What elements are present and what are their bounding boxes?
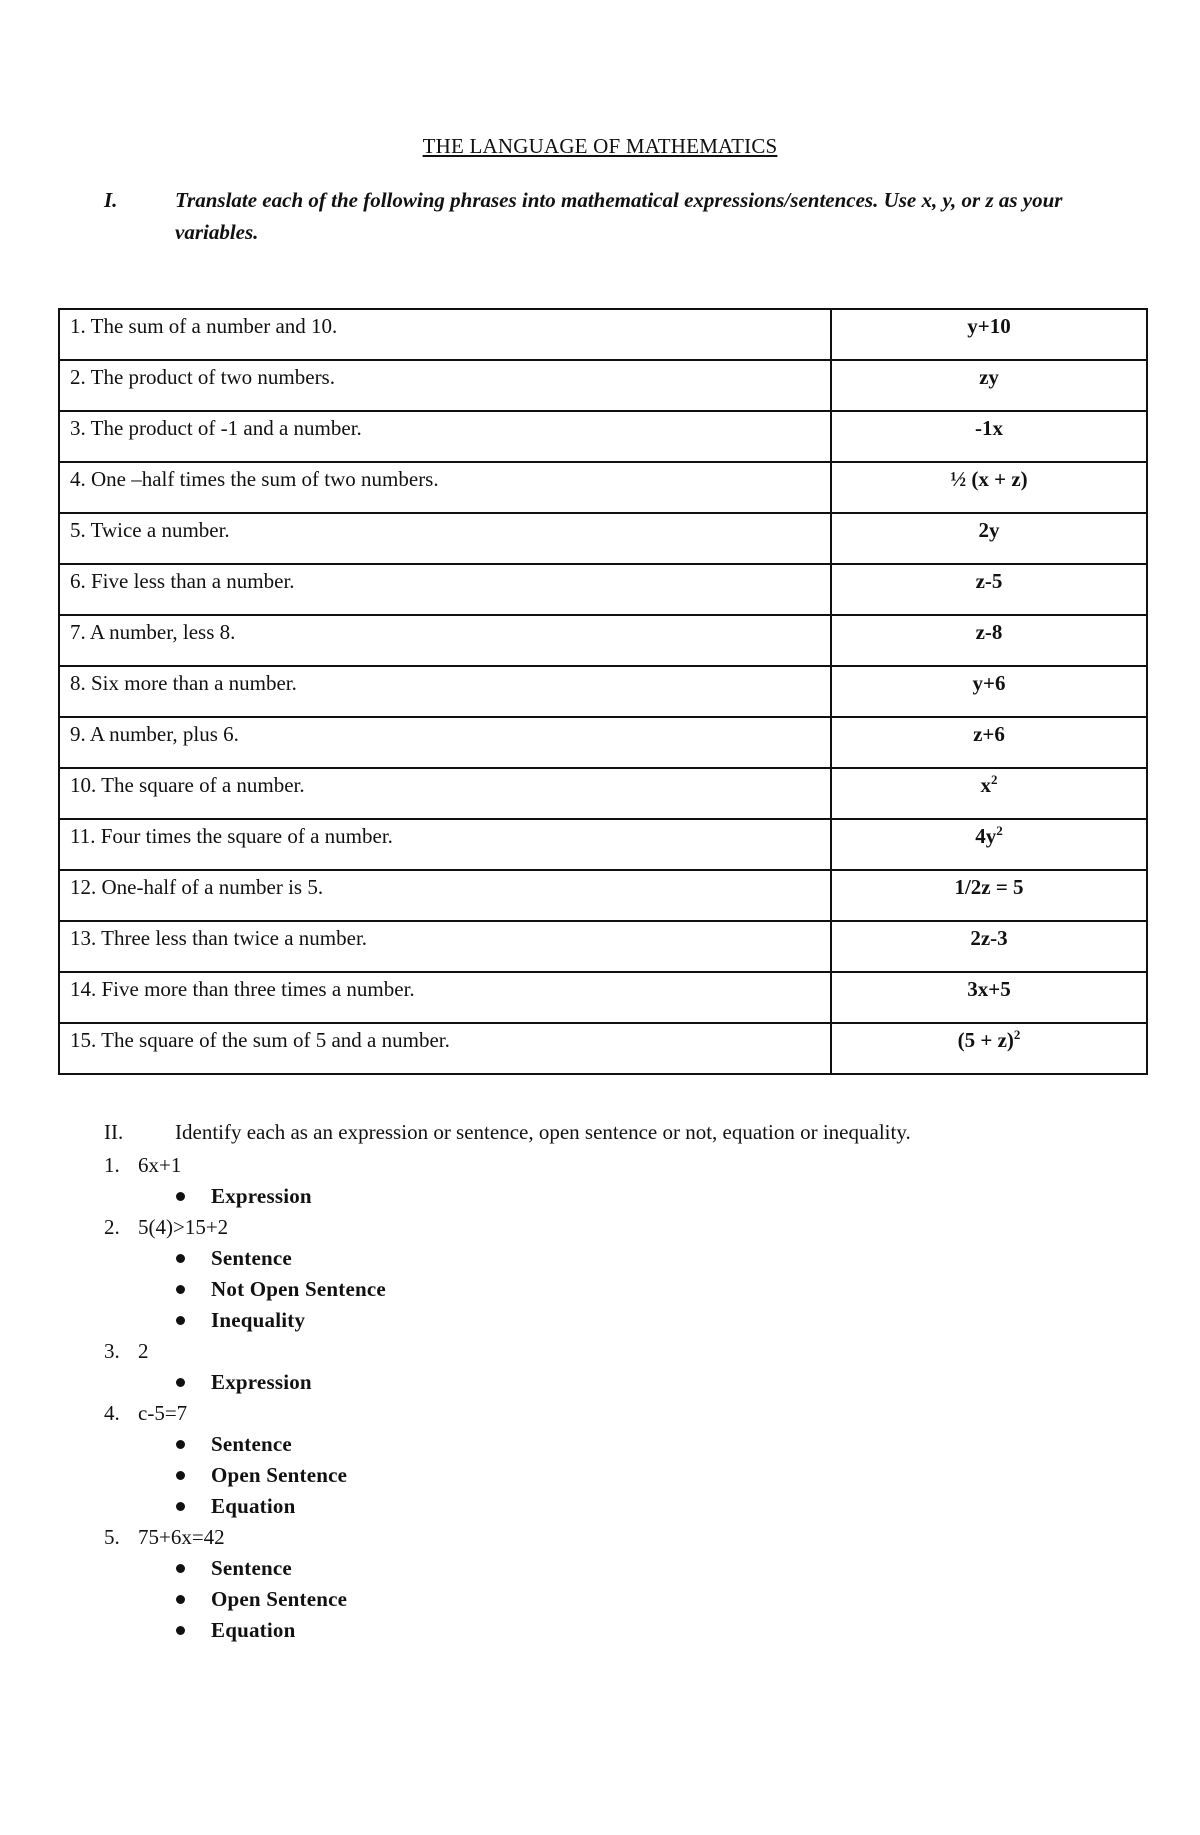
phrase-cell: 3. The product of -1 and a number. <box>59 411 831 462</box>
phrase-cell: 12. One-half of a number is 5. <box>59 870 831 921</box>
bullet-icon <box>176 1285 185 1294</box>
item-number: 5. <box>104 1525 120 1549</box>
phrase-cell: 14. Five more than three times a number. <box>59 972 831 1023</box>
item-expression: 2 <box>138 1339 149 1363</box>
table-row <box>59 462 1147 513</box>
expression-text: y+6 <box>972 671 1006 695</box>
answer-bullet <box>104 1181 1004 1212</box>
expression-text: -1x <box>975 416 1003 440</box>
answer-text: Inequality <box>211 1308 306 1332</box>
table-row <box>59 309 1147 360</box>
translation-table <box>58 308 1148 1075</box>
item-expression: 5(4)>15+2 <box>138 1215 229 1239</box>
expression-text: 2z-3 <box>970 926 1008 950</box>
expression-cell <box>831 921 1147 972</box>
list-item <box>104 1398 1004 1429</box>
section2-instruction <box>104 1120 911 1145</box>
expression-text: z-5 <box>975 569 1003 593</box>
identify-list <box>104 1150 1004 1646</box>
phrase-cell: 9. A number, plus 6. <box>59 717 831 768</box>
expression-cell <box>831 768 1147 819</box>
bullet-icon <box>176 1564 185 1573</box>
exponent: 2 <box>996 823 1003 838</box>
expression-text: ½ (x + z) <box>950 467 1028 491</box>
answer-text: Sentence <box>211 1556 292 1580</box>
table-row <box>59 513 1147 564</box>
expression-cell <box>831 870 1147 921</box>
answer-bullet <box>104 1615 1004 1646</box>
table-row <box>59 564 1147 615</box>
section1-number: I. <box>104 188 118 212</box>
expression-cell <box>831 615 1147 666</box>
answer-bullet <box>104 1553 1004 1584</box>
answer-text: Open Sentence <box>211 1587 348 1611</box>
section2-instruction-text: Identify each as an expression or sentence, open sentence or not, equation or inequality. <box>175 1120 911 1144</box>
item-expression: 6x+1 <box>138 1153 182 1177</box>
bullet-icon <box>176 1595 185 1604</box>
answer-text: Sentence <box>211 1432 292 1456</box>
exponent: 2 <box>1013 1027 1021 1042</box>
expression-text: z-8 <box>975 620 1003 644</box>
expression-cell <box>831 819 1147 870</box>
bullet-icon <box>176 1471 185 1480</box>
item-number: 2. <box>104 1215 120 1239</box>
expression-text: 4y <box>975 824 997 848</box>
answer-text: Not Open Sentence <box>211 1277 386 1301</box>
expression-text: 1/2z = 5 <box>954 875 1024 899</box>
table-row <box>59 819 1147 870</box>
list-item <box>104 1150 1004 1181</box>
bullet-icon <box>176 1254 185 1263</box>
expression-cell <box>831 1023 1147 1074</box>
answer-bullet <box>104 1367 1004 1398</box>
table-row <box>59 1023 1147 1074</box>
answer-text: Equation <box>211 1494 296 1518</box>
answer-bullet <box>104 1243 1004 1274</box>
list-item <box>104 1212 1004 1243</box>
table-row <box>59 768 1147 819</box>
expression-text: (5 + z) <box>957 1028 1014 1052</box>
list-item <box>104 1522 1004 1553</box>
bullet-icon <box>176 1378 185 1387</box>
answer-bullet <box>104 1429 1004 1460</box>
item-expression: c-5=7 <box>138 1401 188 1425</box>
phrase-cell: 4. One –half times the sum of two numbers. <box>59 462 831 513</box>
phrase-cell: 10. The square of a number. <box>59 768 831 819</box>
phrase-cell: 5. Twice a number. <box>59 513 831 564</box>
answer-bullet <box>104 1491 1004 1522</box>
section1-instruction-text: Translate each of the following phrases into mathematical expressions/sentences. Use x, y, or z as your variables. <box>175 188 1063 244</box>
answer-text: Sentence <box>211 1246 292 1270</box>
bullet-icon <box>176 1440 185 1449</box>
table-row <box>59 411 1147 462</box>
item-number: 1. <box>104 1153 120 1177</box>
exponent: 2 <box>991 772 998 787</box>
phrase-cell: 7. A number, less 8. <box>59 615 831 666</box>
phrase-cell: 1. The sum of a number and 10. <box>59 309 831 360</box>
expression-cell <box>831 309 1147 360</box>
answer-bullet <box>104 1460 1004 1491</box>
answer-text: Expression <box>211 1370 312 1394</box>
answer-text: Open Sentence <box>211 1463 348 1487</box>
expression-cell <box>831 513 1147 564</box>
expression-text: zy <box>979 365 999 389</box>
bullet-icon <box>176 1192 185 1201</box>
answer-text: Expression <box>211 1184 312 1208</box>
expression-cell <box>831 972 1147 1023</box>
expression-text: 2y <box>978 518 1000 542</box>
phrase-cell: 8. Six more than a number. <box>59 666 831 717</box>
answer-bullet <box>104 1305 1004 1336</box>
answer-text: Equation <box>211 1618 296 1642</box>
table-row <box>59 666 1147 717</box>
bullet-icon <box>176 1316 185 1325</box>
expression-text: z+6 <box>973 722 1005 746</box>
section1-instruction <box>104 184 1144 248</box>
phrase-cell: 2. The product of two numbers. <box>59 360 831 411</box>
expression-text: x <box>980 773 991 797</box>
phrase-cell: 11. Four times the square of a number. <box>59 819 831 870</box>
expression-cell <box>831 717 1147 768</box>
page-title: THE LANGUAGE OF MATHEMATICS <box>422 134 778 158</box>
table-row <box>59 360 1147 411</box>
list-item <box>104 1336 1004 1367</box>
expression-cell <box>831 411 1147 462</box>
answer-bullet <box>104 1584 1004 1615</box>
phrase-cell: 6. Five less than a number. <box>59 564 831 615</box>
item-number: 4. <box>104 1401 120 1425</box>
expression-cell <box>831 666 1147 717</box>
section2-number: II. <box>104 1120 124 1144</box>
answer-bullet <box>104 1274 1004 1305</box>
phrase-cell: 13. Three less than twice a number. <box>59 921 831 972</box>
table-row <box>59 717 1147 768</box>
phrase-cell: 15. The square of the sum of 5 and a number. <box>59 1023 831 1074</box>
table-row <box>59 870 1147 921</box>
expression-cell <box>831 564 1147 615</box>
item-expression: 75+6x=42 <box>138 1525 225 1549</box>
table-row <box>59 972 1147 1023</box>
expression-cell <box>831 360 1147 411</box>
table-row <box>59 921 1147 972</box>
bullet-icon <box>176 1502 185 1511</box>
expression-cell <box>831 462 1147 513</box>
expression-text: 3x+5 <box>967 977 1011 1001</box>
item-number: 3. <box>104 1339 120 1363</box>
bullet-icon <box>176 1626 185 1635</box>
table-row <box>59 615 1147 666</box>
expression-text: y+10 <box>967 314 1011 338</box>
